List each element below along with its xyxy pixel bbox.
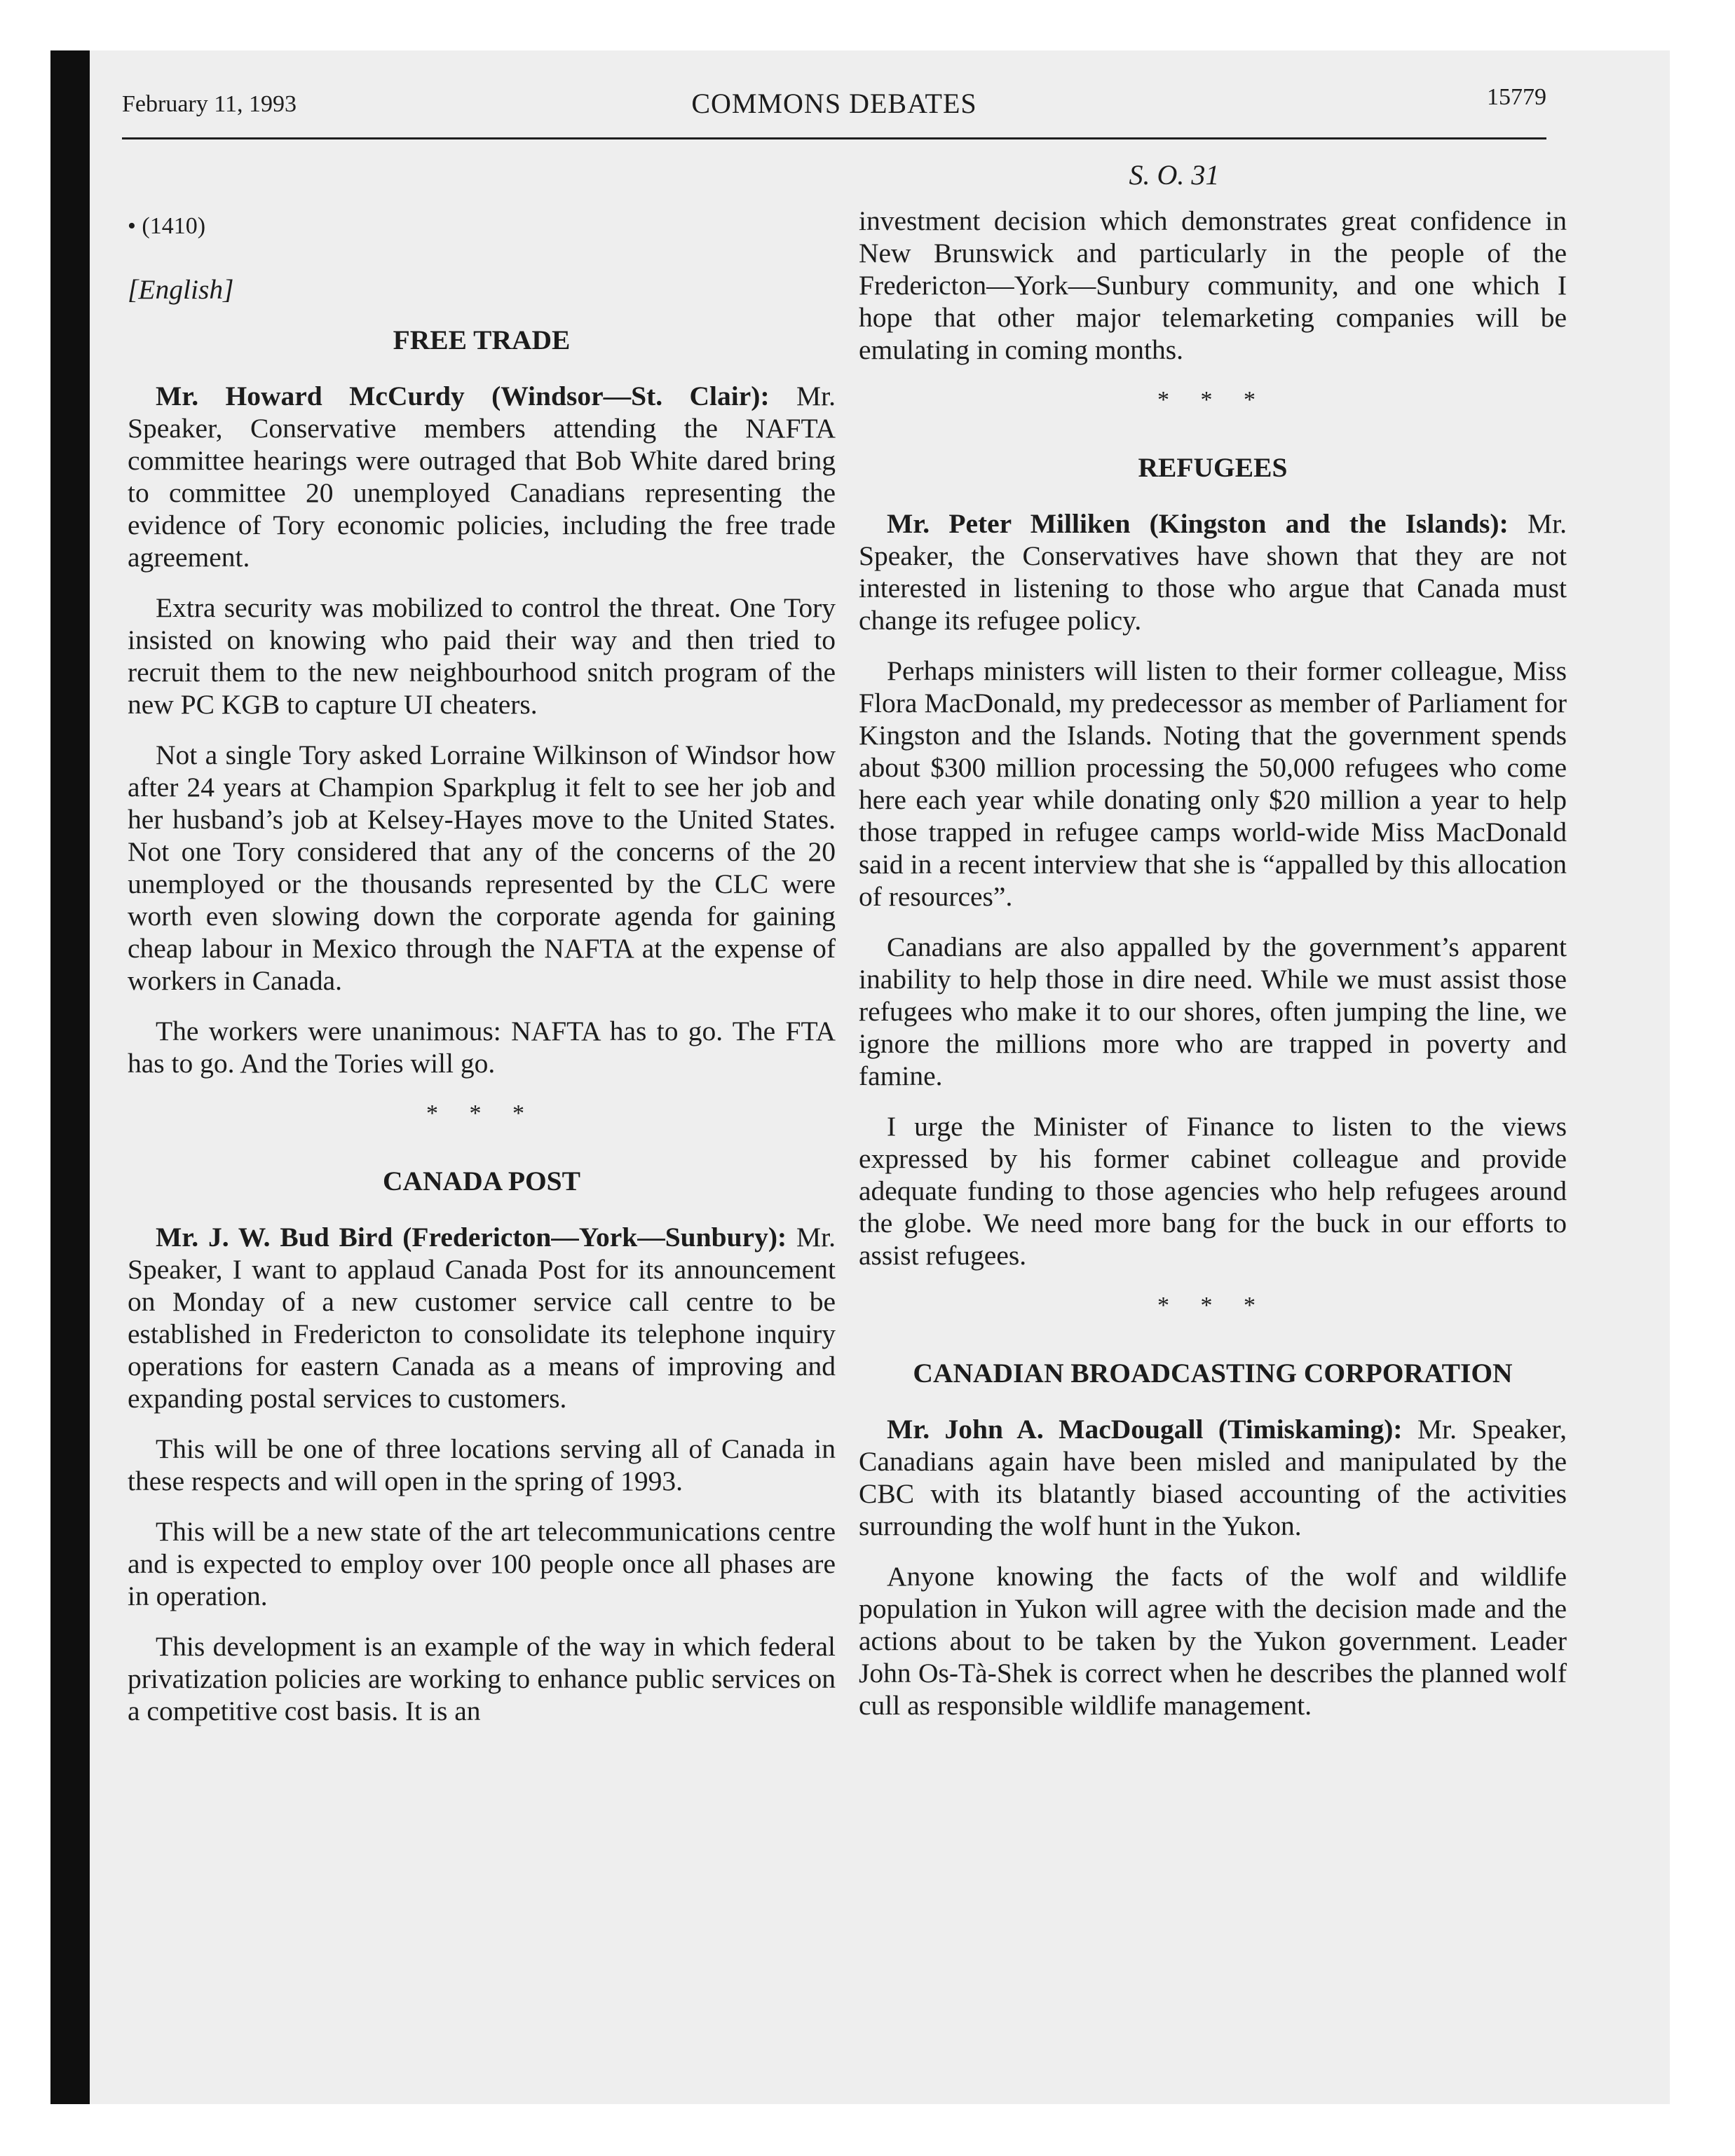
speaker-name: Mr. Howard McCurdy (Windsor—St. Clair): <box>156 381 770 411</box>
statement-paragraph: This development is an example of the way in which federal privatization policies are working to enhance public services on a competitive cost basis. It is an <box>128 1631 836 1726</box>
statement-paragraph: The workers were unanimous: NAFTA has to go. The FTA has to go. And the Tories will go. <box>128 1016 836 1079</box>
time-marker: • (1410) <box>128 213 206 239</box>
statement-text: Mr. Speaker, Conservative members attending the NAFTA committee hearings were outraged that Bob White dared bring to committee 20 unemployed Canadians representing the evidence of Tory economic policies, including the free trade agreement. <box>128 381 836 573</box>
heading-canada-post: CANADA POST <box>382 1166 581 1196</box>
speaker-name: Mr. John A. MacDougall (Timiskaming): <box>887 1414 1403 1445</box>
section-separator: * * * <box>1157 387 1268 413</box>
speaker-name: Mr. Peter Milliken (Kingston and the Islands): <box>887 508 1509 539</box>
standing-order-ref: S. O. 31 <box>1129 159 1220 191</box>
header-rule <box>122 137 1546 139</box>
continued-paragraph: investment decision which demonstrates great confidence in New Brunswick and particularly in the people of the Fredericton—York—Sunbury community, and one which I hope that other major telemarketing companies will be emulating in coming months. <box>859 205 1567 365</box>
statement-paragraph: I urge the Minister of Finance to listen to the views expressed by his former cabinet colleague and provide adequate funding to those agencies who help refugees around the globe. We need more bang for the buck in our efforts to assist refugees. <box>859 1111 1567 1271</box>
header-date: February 11, 1993 <box>122 91 297 117</box>
page-header <box>122 84 1546 126</box>
statement-text: Mr. Speaker, the Conservatives have shown that they are not interested in listening to those who argue that Canada must change its refugee policy. <box>859 508 1567 636</box>
statement-paragraph: Extra security was mobilized to control the threat. One Tory insisted on knowing who paid their way and then tried to recruit them to the new neighbourhood snitch program of the new PC KGB to capture UI cheaters. <box>128 592 836 720</box>
statement-paragraph: Perhaps ministers will listen to their former colleague, Miss Flora MacDonald, my predecessor as member of Parliament for Kingston and the Islands. Noting that the government spends about $300 million processing the 50,000 refugees who come here each year while donating only $20 million a year to help those trapped in refugee camps world-wide Miss MacDonald said in a recent interview that she is “appalled by this allocation of resources”. <box>859 655 1567 912</box>
section-separator: * * * <box>426 1100 537 1126</box>
statement-paragraph: Canadians are also appalled by the government’s apparent inability to help those in dire need. While we must assist those refugees who make it to our shores, often jumping the line, we ignore the millions more who are trapped in poverty and famine. <box>859 932 1567 1091</box>
statement-text: Mr. Speaker, I want to applaud Canada Post for its announcement on Monday of a new customer service call centre to be established in Fredericton to consolidate its telephone inquiry operations for eastern Canada as a means of improving and expanding postal services to customers. <box>128 1222 836 1414</box>
statement-paragraph <box>859 507 1567 636</box>
statement-paragraph <box>128 380 836 573</box>
right-column <box>859 205 1567 1740</box>
heading-cbc: CANADIAN BROADCASTING CORPORATION <box>913 1358 1513 1389</box>
statement-paragraph <box>128 1221 836 1414</box>
section-separator: * * * <box>1157 1292 1268 1318</box>
language-tag: [English] <box>128 274 234 305</box>
statement-paragraph: Not a single Tory asked Lorraine Wilkinson of Windsor how after 24 years at Champion Sparkplug it felt to see her job and her husband’s job at Kelsey-Hayes move to the United States. Not one Tory considered that any of the concerns of the 20 unemployed or the thousands represented by the CLC were worth even slowing down the corporate agenda for gaining cheap labour in Mexico through the NAFTA at the expense of workers in Canada. <box>128 739 836 996</box>
heading-refugees: REFUGEES <box>1138 452 1288 483</box>
statement-text: Mr. Speaker, Canadians again have been misled and manipulated by the CBC with its blatantly biased accounting of the activities surrounding the wolf hunt in the Yukon. <box>859 1414 1567 1541</box>
header-page-number: 15779 <box>1487 84 1546 110</box>
left-column <box>128 210 836 1745</box>
statement-paragraph: Anyone knowing the facts of the wolf and wildlife population in Yukon will agree with the decision made and the actions about to be taken by the Yukon government. Leader John Os-Tà-Shek is correct when he describes the planned wolf cull as responsible wildlife management. <box>859 1561 1567 1721</box>
statement-paragraph: This will be a new state of the art telecommunications centre and is expected to employ over 100 people once all phases are in operation. <box>128 1516 836 1611</box>
statement-paragraph: This will be one of three locations serving all of Canada in these respects and will open in the spring of 1993. <box>128 1433 836 1496</box>
heading-free-trade: FREE TRADE <box>393 325 571 355</box>
speaker-name: Mr. J. W. Bud Bird (Fredericton—York—Sunbury): <box>156 1222 787 1253</box>
scan-edge-shadow <box>50 50 90 2104</box>
statement-paragraph <box>859 1413 1567 1542</box>
header-title: COMMONS DEBATES <box>691 88 977 119</box>
